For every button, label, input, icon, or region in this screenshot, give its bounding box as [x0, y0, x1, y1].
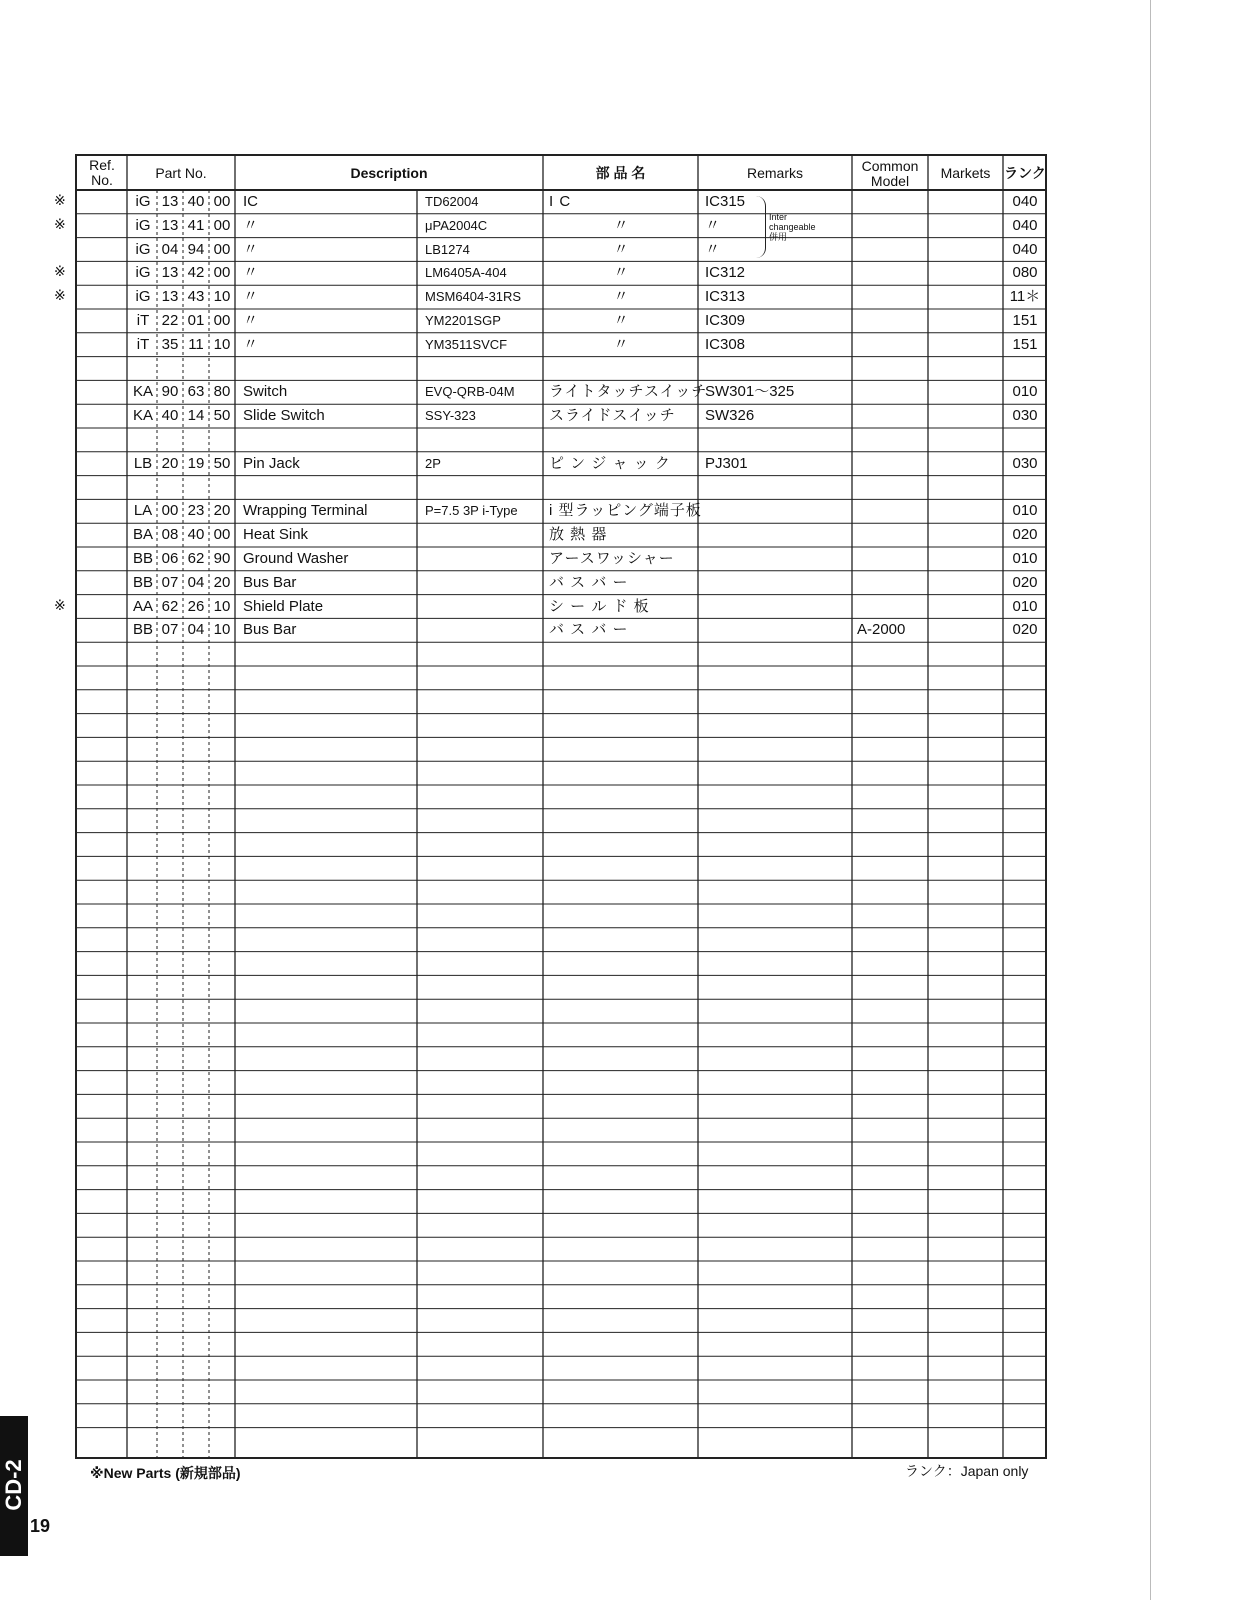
rank-footnote: ランク：Japan only — [905, 1463, 1029, 1479]
new-parts-footnote: ※New Parts (新規部品) — [90, 1465, 241, 1481]
cell-desc: Switch — [243, 383, 288, 401]
cell-p4: 20 — [213, 573, 231, 591]
cell-p1: BB — [132, 550, 153, 567]
cell-p3: 11 — [188, 335, 204, 353]
cell-spec: TD62004 — [425, 194, 479, 209]
cell-remarks: IC308 — [705, 335, 746, 353]
cell-p1: KA — [132, 407, 153, 425]
cell-rank: 020 — [1012, 573, 1038, 591]
cell-jp: バ ス バ ー — [549, 621, 629, 639]
cell-p4: 00 — [213, 526, 231, 544]
cell-desc: 〃 — [243, 240, 259, 258]
cell-p1: iT — [136, 312, 150, 329]
cell-remarks: IC315 — [705, 193, 746, 210]
cell-rank: 010 — [1012, 597, 1038, 615]
cell-p2: 90 — [161, 383, 179, 401]
cell-p3: 14 — [187, 407, 205, 425]
cell-p1: BB — [132, 573, 153, 591]
cell-p3: 43 — [187, 288, 205, 306]
cell-p3: 40 — [187, 526, 205, 544]
cell-p2: 20 — [161, 454, 179, 472]
cell-rank: 080 — [1012, 264, 1038, 282]
header-jp-name: 部 品 名 — [595, 165, 646, 181]
cell-p2: 40 — [161, 407, 179, 425]
cell-p2: 13 — [161, 288, 179, 306]
cell-remarks: SW301～325 — [705, 383, 795, 401]
cell-p4: 00 — [213, 216, 231, 234]
cell-spec: YM2201SGP — [425, 313, 501, 328]
new-part-mark: ※ — [54, 192, 66, 208]
cell-jp: i 型ラッピング端子板 — [549, 502, 702, 520]
cell-jp: 〃 — [613, 335, 630, 353]
cell-desc: Pin Jack — [243, 454, 300, 472]
cell-p2: 07 — [161, 621, 179, 639]
cell-p1: iG — [135, 288, 151, 306]
cell-p4: 10 — [213, 621, 231, 639]
cell-p4: 00 — [213, 193, 231, 210]
cell-p1: LA — [133, 502, 153, 520]
cell-p3: 19 — [187, 454, 205, 472]
cell-rank: 030 — [1012, 407, 1038, 425]
cell-p1: BA — [132, 526, 153, 544]
cell-remarks: IC309 — [705, 312, 746, 329]
cell-desc: Bus Bar — [243, 621, 297, 639]
cell-jp: I C — [549, 193, 572, 210]
cell-spec: YM3511SVCF — [425, 336, 508, 352]
header-description: Description — [350, 165, 428, 181]
cell-remarks: SW326 — [705, 407, 755, 425]
cell-rank: 030 — [1012, 454, 1038, 472]
cell-rank: 040 — [1012, 193, 1038, 210]
section-tab — [0, 1416, 28, 1556]
cell-p4: 10 — [213, 597, 231, 615]
cell-p4: 00 — [213, 312, 231, 329]
cell-common: A-2000 — [857, 621, 906, 639]
cell-p2: 13 — [161, 193, 179, 210]
cell-desc: IC — [243, 193, 258, 210]
cell-rank: 020 — [1012, 621, 1038, 639]
cell-remarks: 〃 — [705, 240, 721, 258]
cell-jp: シ ー ル ド 板 — [549, 597, 650, 615]
cell-p2: 07 — [161, 573, 179, 591]
cell-p1: iG — [135, 216, 151, 234]
cell-spec: SSY-323 — [425, 408, 476, 424]
page-number: 19 — [30, 1516, 51, 1536]
cell-p3: 40 — [187, 193, 205, 210]
cell-rank: 040 — [1012, 240, 1038, 258]
cell-p1: iG — [135, 264, 151, 282]
cell-spec: P=7.5 3P i-Type — [425, 503, 518, 519]
cell-p3: 23 — [187, 502, 205, 520]
cell-p1: KA — [132, 383, 153, 401]
cell-p1: iT — [136, 335, 150, 353]
cell-p3: 94 — [187, 240, 205, 258]
cell-rank: 020 — [1012, 526, 1038, 544]
new-part-mark: ※ — [54, 287, 66, 304]
cell-jp: スライドスイッチ — [549, 407, 676, 425]
cell-p3: 62 — [187, 550, 205, 567]
cell-p3: 04 — [187, 621, 205, 639]
new-part-mark: ※ — [54, 215, 66, 232]
cell-rank: 010 — [1012, 383, 1038, 401]
cell-rank: 040 — [1012, 216, 1038, 234]
cell-rank: 151 — [1012, 312, 1038, 329]
cell-remarks: IC312 — [705, 264, 746, 282]
cell-desc: 〃 — [243, 312, 259, 329]
cell-desc: Ground Washer — [243, 550, 349, 567]
cell-p1: iG — [135, 193, 151, 210]
cell-p2: 13 — [161, 264, 179, 282]
cell-p4: 20 — [213, 502, 231, 520]
cell-desc: Wrapping Terminal — [243, 502, 368, 520]
interchange-note-1: Inter — [769, 212, 788, 222]
cell-desc: Bus Bar — [243, 573, 297, 591]
cell-p4: 10 — [213, 288, 231, 306]
cell-p4: 50 — [213, 454, 231, 472]
cell-remarks: IC313 — [705, 288, 746, 306]
parts-list-table — [75, 154, 1047, 1459]
new-part-mark: ※ — [54, 263, 66, 280]
cell-jp: 放 熱 器 — [549, 526, 608, 544]
cell-spec: LM6405A-404 — [425, 265, 507, 281]
cell-p2: 04 — [161, 240, 179, 258]
header-markets: Markets — [940, 165, 991, 181]
cell-p2: 62 — [161, 597, 179, 615]
cell-p4: 10 — [213, 335, 231, 353]
cell-p3: 63 — [187, 383, 205, 401]
interchange-note-2: changeable — [769, 222, 816, 232]
cell-jp: 〃 — [613, 312, 630, 329]
cell-desc: Slide Switch — [243, 407, 325, 425]
page-edge — [1150, 0, 1151, 1600]
cell-jp: 〃 — [613, 264, 630, 282]
cell-p4: 80 — [213, 383, 231, 401]
cell-remarks: 〃 — [705, 216, 721, 234]
cell-rank: 11＊ — [1009, 288, 1041, 306]
new-part-mark: ※ — [54, 596, 66, 613]
cell-p2: 22 — [161, 312, 179, 329]
header-rank: ランク — [1004, 165, 1046, 181]
cell-p2: 08 — [161, 526, 179, 544]
cell-jp: 〃 — [613, 216, 630, 234]
header-ref-no: Ref. No. — [89, 157, 115, 188]
cell-p1: LB — [133, 454, 153, 472]
section-label: CD-2 — [1, 1459, 26, 1511]
cell-spec: 2P — [425, 455, 441, 471]
cell-p3: 04 — [187, 573, 205, 591]
cell-rank: 151 — [1012, 335, 1038, 353]
cell-spec: EVQ-QRB-04M — [425, 384, 515, 400]
cell-desc: 〃 — [243, 335, 259, 353]
cell-p2: 13 — [161, 216, 179, 234]
cell-p1: AA — [132, 597, 153, 615]
cell-p1: iG — [135, 240, 151, 258]
cell-jp: ライトタッチスイッチ — [549, 383, 708, 401]
cell-spec: MSM6404-31RS — [425, 289, 522, 305]
cell-p4: 00 — [213, 264, 231, 282]
cell-p3: 26 — [187, 597, 205, 615]
cell-jp: ピ ン ジ ャ ッ ク — [549, 454, 671, 472]
cell-spec: μPA2004C — [425, 217, 488, 233]
cell-desc: 〃 — [243, 216, 259, 234]
cell-p4: 00 — [213, 240, 231, 258]
cell-p2: 35 — [161, 335, 179, 353]
interchange-note-3: 併用 — [769, 232, 788, 242]
cell-desc: 〃 — [243, 288, 259, 306]
cell-rank: 010 — [1012, 550, 1038, 567]
cell-p4: 90 — [213, 550, 231, 567]
cell-p3: 42 — [187, 264, 205, 282]
cell-jp: アースワッシャー — [549, 550, 675, 567]
header-remarks: Remarks — [746, 165, 803, 181]
cell-p4: 50 — [213, 407, 231, 425]
cell-p1: BB — [132, 621, 153, 639]
cell-p2: 00 — [161, 502, 179, 520]
interchangeable-brace — [755, 196, 766, 258]
cell-p2: 06 — [161, 550, 179, 567]
cell-p3: 01 — [187, 312, 205, 329]
cell-jp: 〃 — [613, 240, 630, 258]
cell-jp: 〃 — [613, 288, 630, 306]
cell-remarks: PJ301 — [705, 454, 748, 472]
cell-rank: 010 — [1012, 502, 1038, 520]
cell-desc: Heat Sink — [243, 526, 309, 544]
cell-jp: バ ス バ ー — [549, 573, 629, 591]
cell-spec: LB1274 — [425, 241, 470, 257]
cell-p3: 41 — [187, 216, 205, 234]
header-part-no: Part No. — [155, 165, 207, 181]
cell-desc: Shield Plate — [243, 597, 324, 615]
header-common-model: Common Model — [861, 158, 919, 189]
cell-desc: 〃 — [243, 264, 259, 282]
